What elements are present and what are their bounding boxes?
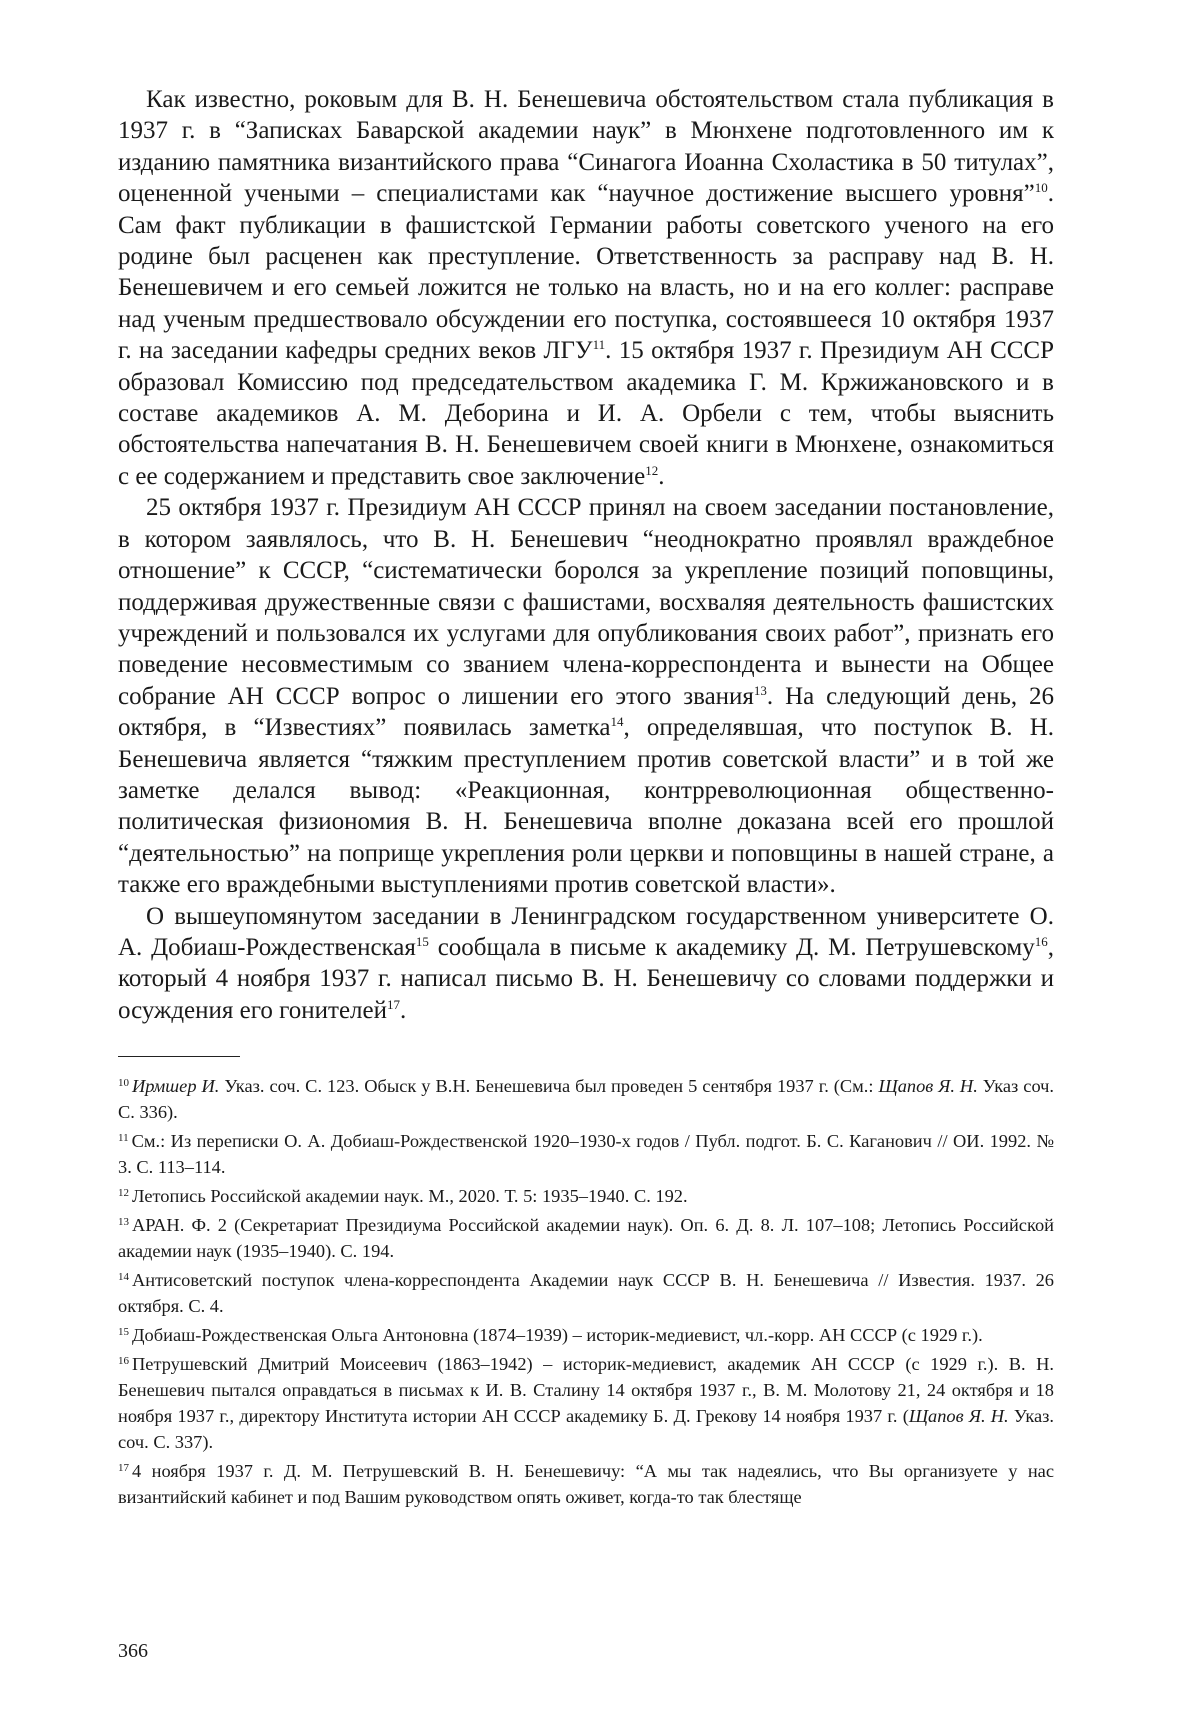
footnote-12: 12 Летопись Российской академии наук. М., 2020. Т. 5: 1935–1940. С. 192. — [118, 1183, 1054, 1209]
paragraph-1: Как известно, роковым для В. Н. Бенешевича обстоятельством стала публикация в 1937 г. в “Записках Баварской академии наук” в Мюнхене подготовленного им к изданию памятника византийского права “Синагога Иоанна Схоластика в 50 титулах”, оцененной учеными – специалистами как “научное достижение высшего уровня”10. Сам факт публикации в фашистской Германии работы советского ученого на его родине был расценен как преступление. Ответственность за расправу над В. Н. Бенешевичем и его семьей ложится не только на власть, но и на его коллег: расправе над ученым предшествовало обсуждении его поступка, состоявшееся 10 октября 1937 г. на заседании кафедры средних веков ЛГУ11. 15 октября 1937 г. Президиум АН СССР образовал Комиссию под председательством академика Г. М. Кржижановского и в составе академиков А. М. Деборина и И. А. Орбели с тем, чтобы выяснить обстоятельства напечатания В. Н. Бенешевичем своей книги в Мюнхене, ознакомиться с ее содержанием и представить свое заключение12. — [118, 84, 1054, 492]
footnote-ref-14[interactable]: 14 — [611, 714, 624, 729]
footnote-divider — [118, 1056, 240, 1057]
page-number: 366 — [118, 1640, 148, 1663]
footnote-ref-15[interactable]: 15 — [416, 934, 429, 949]
footnote-ref-11[interactable]: 11 — [593, 337, 606, 352]
footnote-ref-10[interactable]: 10 — [1035, 180, 1048, 195]
footnote-16: 16 Петрушевский Дмитрий Моисеевич (1863–1942) – историк-медиевист, академик АН СССР (с 1929 г.). В. Н. Бенешевич пытался оправдаться в письмах к И. В. Сталину 14 октября 1937 г., В. М. Молотову 21, 24 октября и 18 ноября 1937 г., директору Института истории АН СССР академику Б. Д. Грекову 14 ноября 1937 г. (Щапов Я. Н. Указ. соч. С. 337). — [118, 1351, 1054, 1455]
footnote-15: 15 Добиаш-Рождественская Ольга Антоновна (1874–1939) – историк-медиевист, чл.-корр. АН СССР (с 1929 г.). — [118, 1322, 1054, 1348]
footnote-17: 17 4 ноября 1937 г. Д. М. Петрушевский В. Н. Бенешевичу: “А мы так надеялись, что Вы организуете у нас византийский кабинет и под Вашим руководством опять оживет, когда-то так блестяще — [118, 1458, 1054, 1510]
paragraph-3: О вышеупомянутом заседании в Ленинградском государственном университете О. А. Добиаш-Рождественская15 сообщала в письме к академику Д. М. Петрушевскому16, который 4 ноября 1937 г. написал письмо В. Н. Бенешевичу со словами поддержки и осуждения его гонителей17. — [118, 901, 1054, 1027]
footnote-ref-12[interactable]: 12 — [645, 463, 658, 478]
footnote-11: 11 См.: Из переписки О. А. Добиаш-Рождественской 1920–1930-х годов / Публ. подгот. Б. С. Каганович // ОИ. 1992. № 3. С. 113–114. — [118, 1128, 1054, 1180]
main-text — [118, 84, 1054, 1026]
paragraph-2: 25 октября 1937 г. Президиум АН СССР принял на своем заседании постановление, в котором заявлялось, что В. Н. Бенешевич “неоднократно проявлял враждебное отношение” к СССР, “систематически боролся за укрепление позиций поповщины, поддерживая дружественные связи с фашистами, восхваляя деятельность фашистских учреждений и пользовался их услугами для опубликования своих работ”, признать его поведение несовместимым со званием члена-корреспондента и вынести на Общее собрание АН СССР вопрос о лишении его этого звания13. На следующий день, 26 октября, в “Известиях” появилась заметка14, определявшая, что поступок В. Н. Бенешевича является “тяжким преступлением против советской власти” и в той же заметке делался вывод: «Реакционная, контрреволюционная общественно-политическая физиономия В. Н. Бенешевича вполне доказана всей его прошлой “деятельностью” на поприще укрепления роли церкви и поповщины в нашей стране, а также его враждебными выступлениями против советской власти». — [118, 492, 1054, 900]
footnote-14: 14 Антисоветский поступок члена-корреспондента Академии наук СССР В. Н. Бенешевича // Известия. 1937. 26 октября. С. 4. — [118, 1267, 1054, 1319]
footnote-13: 13 АРАН. Ф. 2 (Секретариат Президиума Российской академии наук). Оп. 6. Д. 8. Л. 107–108; Летопись Российской академии наук (1935–1940). С. 194. — [118, 1212, 1054, 1264]
footnote-ref-13[interactable]: 13 — [754, 683, 767, 698]
footnotes — [118, 1073, 1054, 1510]
footnote-10: 10 Ирмшер И. Указ. соч. С. 123. Обыск у В.Н. Бенешевича был проведен 5 сентября 1937 г. (См.: Щапов Я. Н. Указ соч. С. 336). — [118, 1073, 1054, 1125]
footnote-ref-17[interactable]: 17 — [387, 997, 400, 1012]
footnote-ref-16[interactable]: 16 — [1035, 934, 1048, 949]
page — [118, 84, 1054, 1513]
